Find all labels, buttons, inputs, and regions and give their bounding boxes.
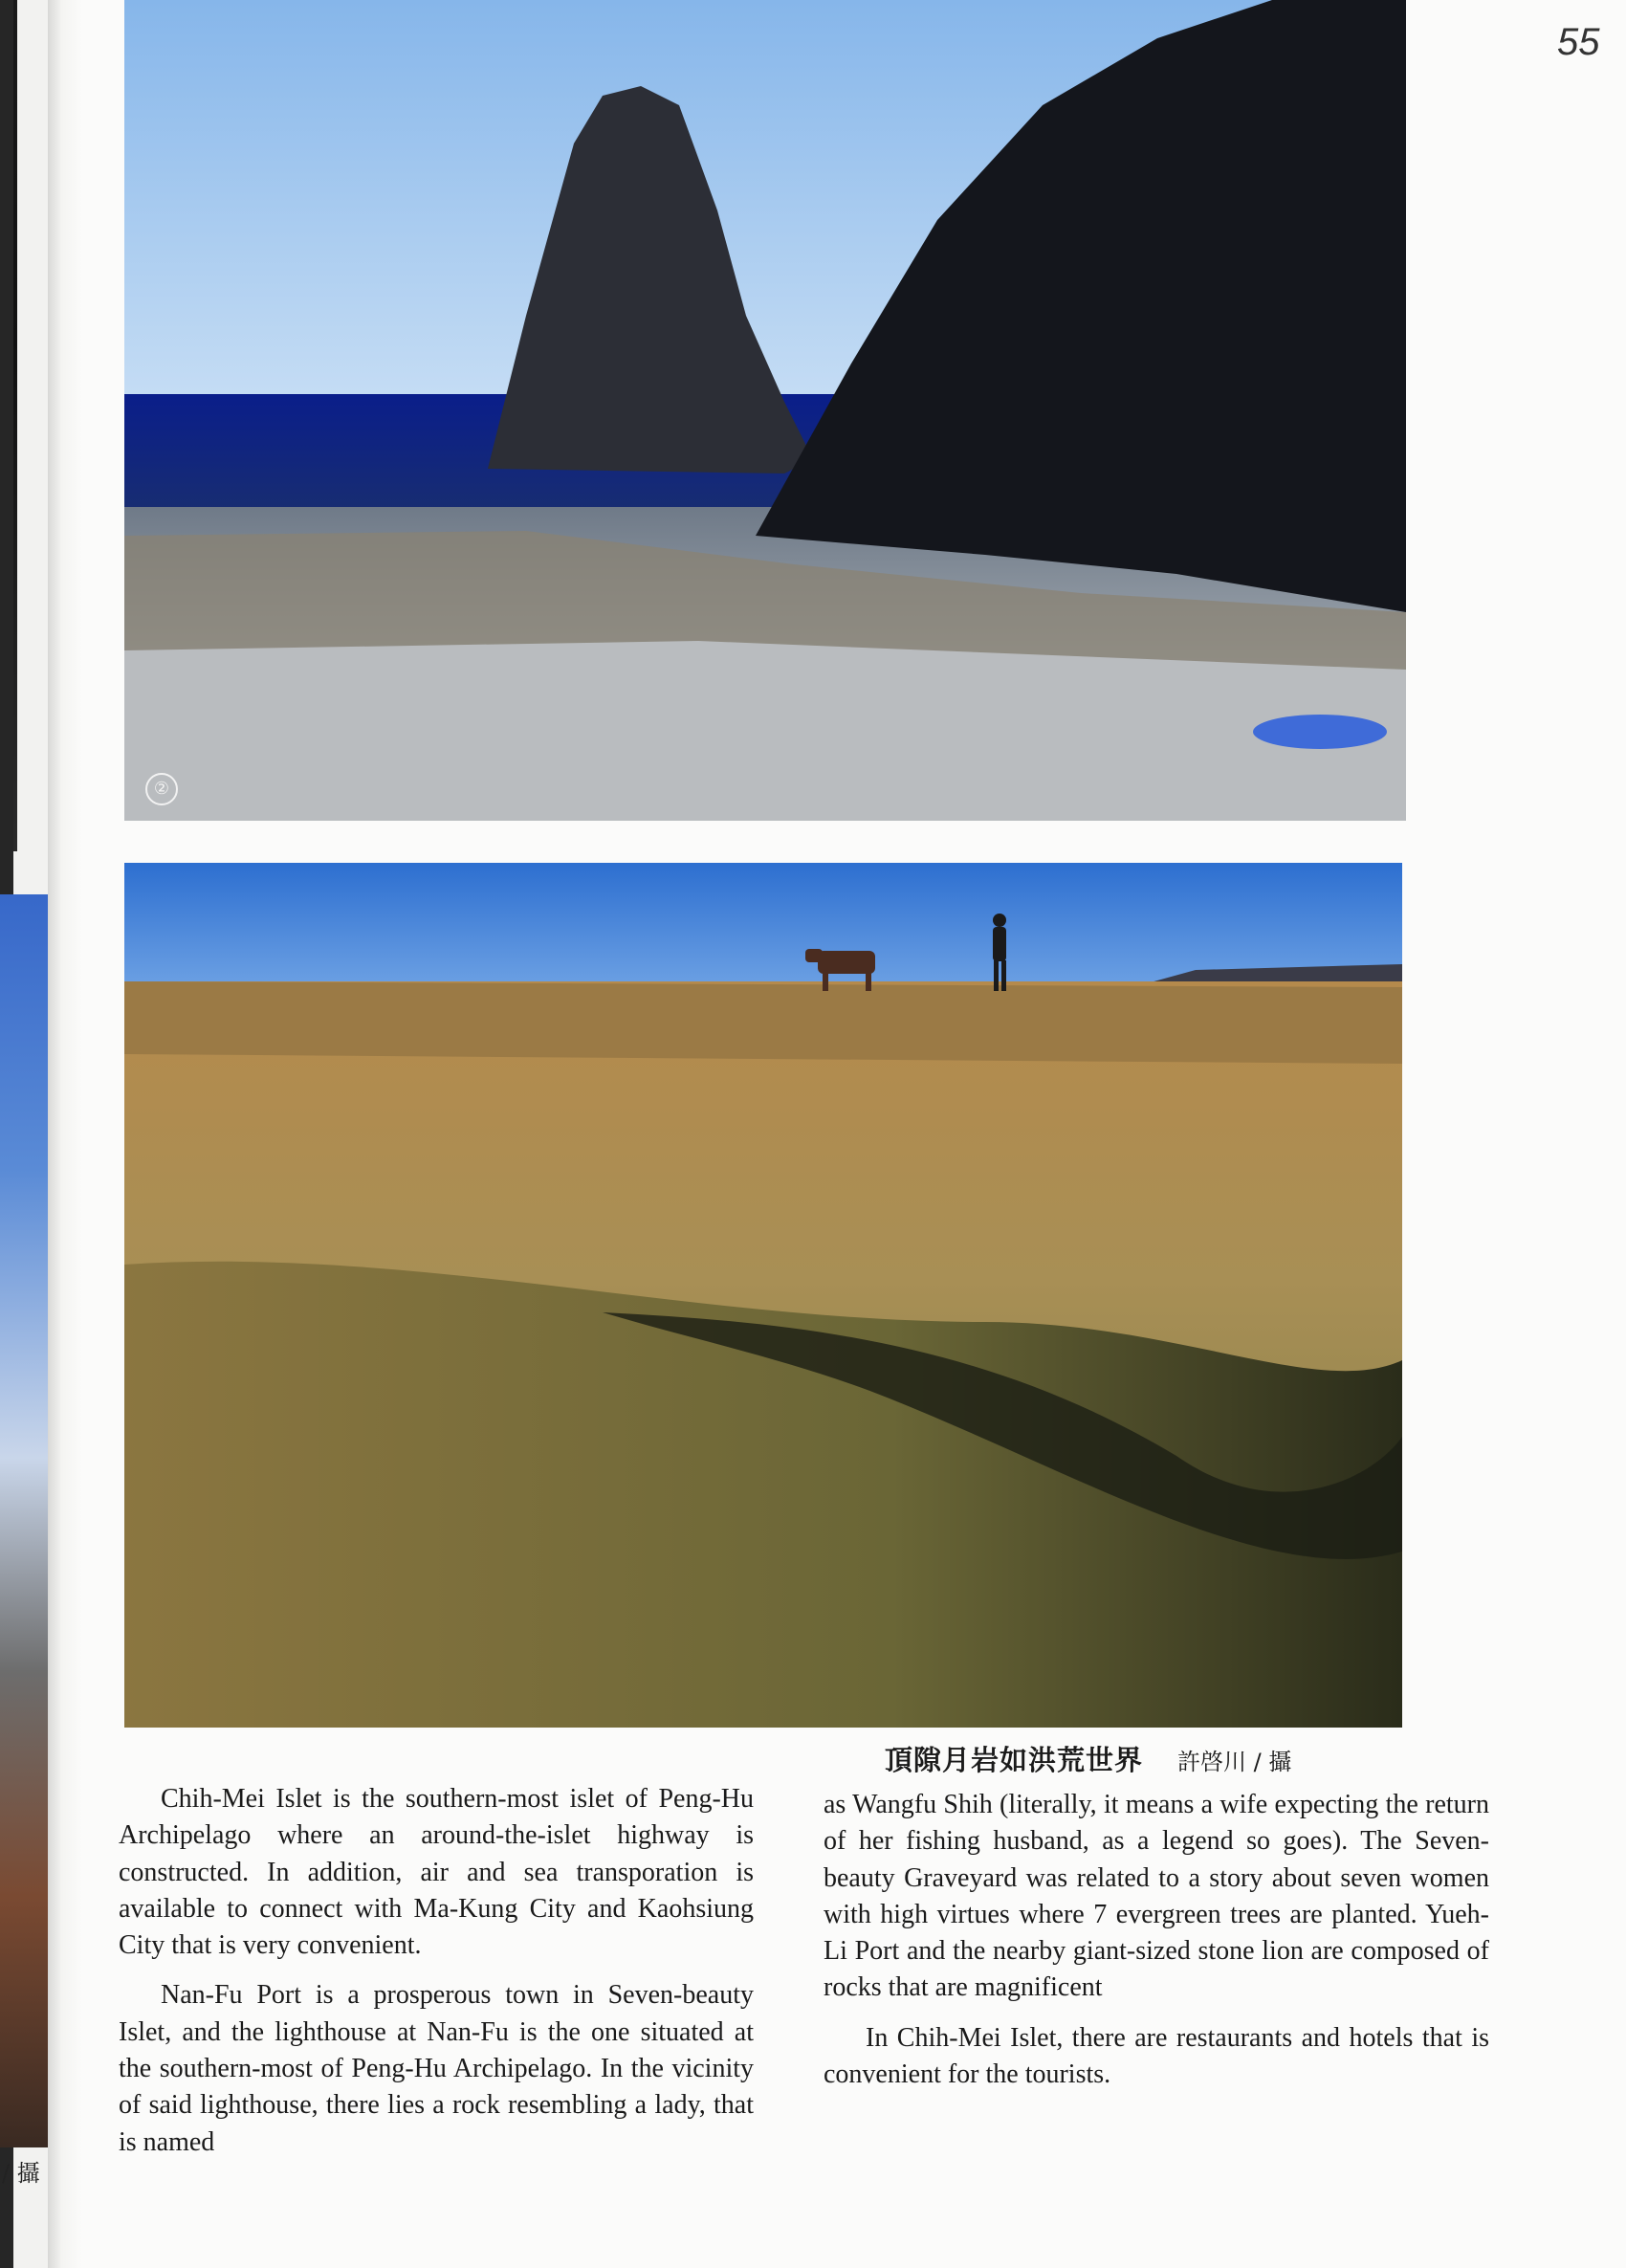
page-gutter: [48, 0, 82, 2268]
paragraph: Chih-Mei Islet is the southern-most islet of Peng-Hu Archipelago where an around-the-islet highway is constructed. In addition, air and sea transporation is available to connect with Ma-Kung City and Kaohsiung City that is very convenient.: [119, 1784, 754, 1961]
paragraph: Nan-Fu Port is a prosperous town in Seven-beauty Islet, and the lighthouse at Nan-Fu is the one situated at the southern-most of Peng-Hu Archipelago. In the vicinity of said lighthouse, there lies a rock resembling a lady, that is named: [119, 1980, 754, 2157]
text-column-left: [119, 1781, 754, 2174]
caption-title: 頂隙月岩如洪荒世界: [885, 1744, 1144, 1776]
paragraph: In Chih-Mei Islet, there are restaurants and hotels that is convenient for the tourists.: [824, 2022, 1489, 2090]
photo-marker: ②: [145, 773, 178, 805]
photo-sea-stack-coast: [124, 0, 1406, 821]
text-column-right: [824, 1787, 1489, 2106]
photo-eroded-terrain: [124, 863, 1402, 1728]
caption-credit: 許啓川 / 攝: [1177, 1749, 1292, 1775]
page-number: 55: [1557, 21, 1600, 63]
photo-caption: [885, 1739, 1406, 1778]
paragraph: as Wangfu Shih (literally, it means a wife expecting the return of her fishing husband, as a legend so goes). The Seven-beauty Graveyard was related to a story about seven women with high virtues where 7 evergreen trees are planted. Yueh-Li Port and the nearby giant-sized stone lion are composed of rocks that are magnificent: [824, 1790, 1489, 2003]
pebble-beach: [124, 641, 1406, 821]
ridge-edge: [124, 981, 1402, 1064]
left-page-edge: [0, 0, 82, 2268]
left-page-photo-fragment-bottom: [0, 894, 48, 2147]
left-page-photo-credit: / 攝: [2, 2160, 40, 2187]
boat: [1253, 715, 1387, 749]
